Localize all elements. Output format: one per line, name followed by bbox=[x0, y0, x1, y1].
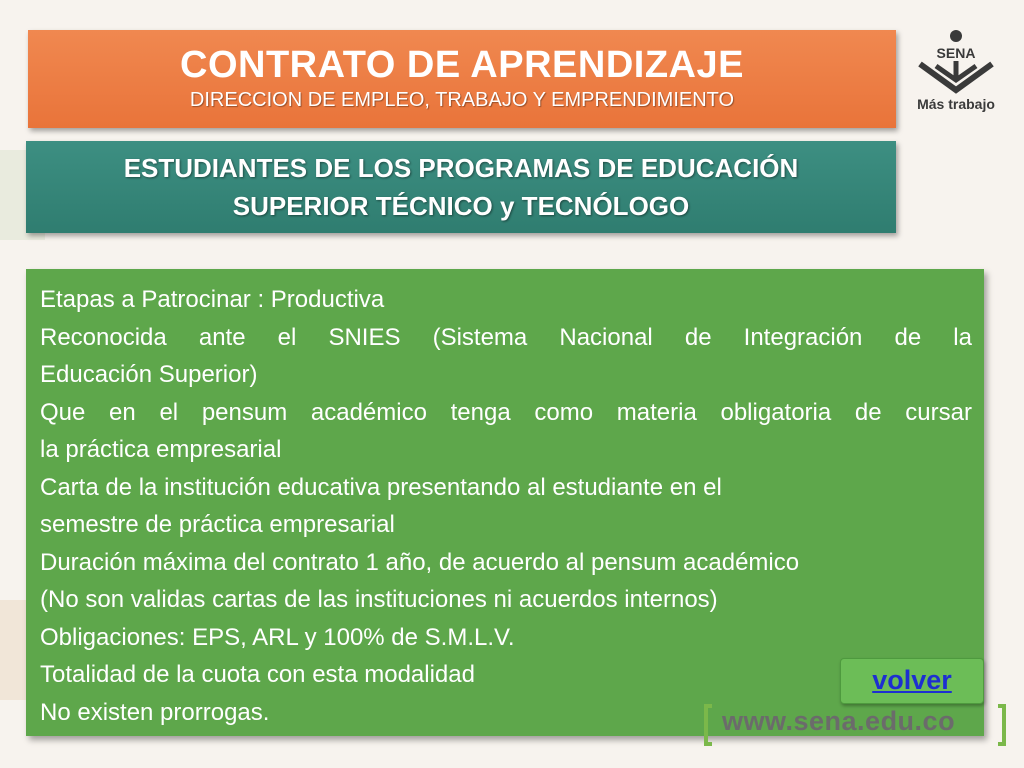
section-title-line1: ESTUDIANTES DE LOS PROGRAMAS DE EDUCACIÓN bbox=[123, 153, 799, 183]
section-header bbox=[26, 141, 896, 233]
page-subtitle: DIRECCION DE EMPLEO, TRABAJO Y EMPRENDIMIENTO bbox=[189, 89, 735, 111]
logo-slogan: Más trabajo bbox=[917, 96, 995, 112]
title-banner bbox=[28, 30, 896, 128]
content-line: (No son validas cartas de las instituciones ni acuerdos internos) bbox=[40, 586, 718, 613]
page-title: CONTRATO DE APRENDIZAJE bbox=[180, 44, 744, 86]
content-line: Que en el pensum académico tenga como materia obligatoria de cursar bbox=[40, 398, 972, 426]
logo-wordmark: SENA bbox=[936, 45, 976, 61]
content-line: Carta de la institución educativa presentando al estudiante en el bbox=[40, 473, 722, 501]
content-line: Totalidad de la cuota con esta modalidad bbox=[40, 661, 475, 688]
url-text: www.sena.edu.co bbox=[722, 706, 956, 736]
website-url bbox=[704, 704, 1014, 750]
content-line: Duración máxima del contrato 1 año, de acuerdo al pensum académico bbox=[40, 548, 800, 576]
content-line: Educación Superior) bbox=[40, 361, 258, 388]
content-line: la práctica empresarial bbox=[40, 436, 282, 463]
right-bracket-icon bbox=[998, 704, 1006, 746]
sena-logo-icon bbox=[914, 28, 998, 94]
content-line: Etapas a Patrocinar : Productiva bbox=[40, 286, 385, 313]
section-title-line2: SUPERIOR TÉCNICO y TECNÓLOGO bbox=[232, 191, 690, 221]
content-line: No existen prorrogas. bbox=[40, 698, 270, 726]
content-line: Reconocida ante el SNIES (Sistema Nacional de Integración de la bbox=[40, 323, 972, 351]
content-line: Obligaciones: EPS, ARL y 100% de S.M.L.V. bbox=[40, 623, 515, 651]
volver-button[interactable]: volver bbox=[840, 658, 984, 704]
sena-logo bbox=[906, 28, 1006, 124]
left-bracket-icon bbox=[704, 704, 712, 746]
content-line: semestre de práctica empresarial bbox=[40, 511, 395, 538]
